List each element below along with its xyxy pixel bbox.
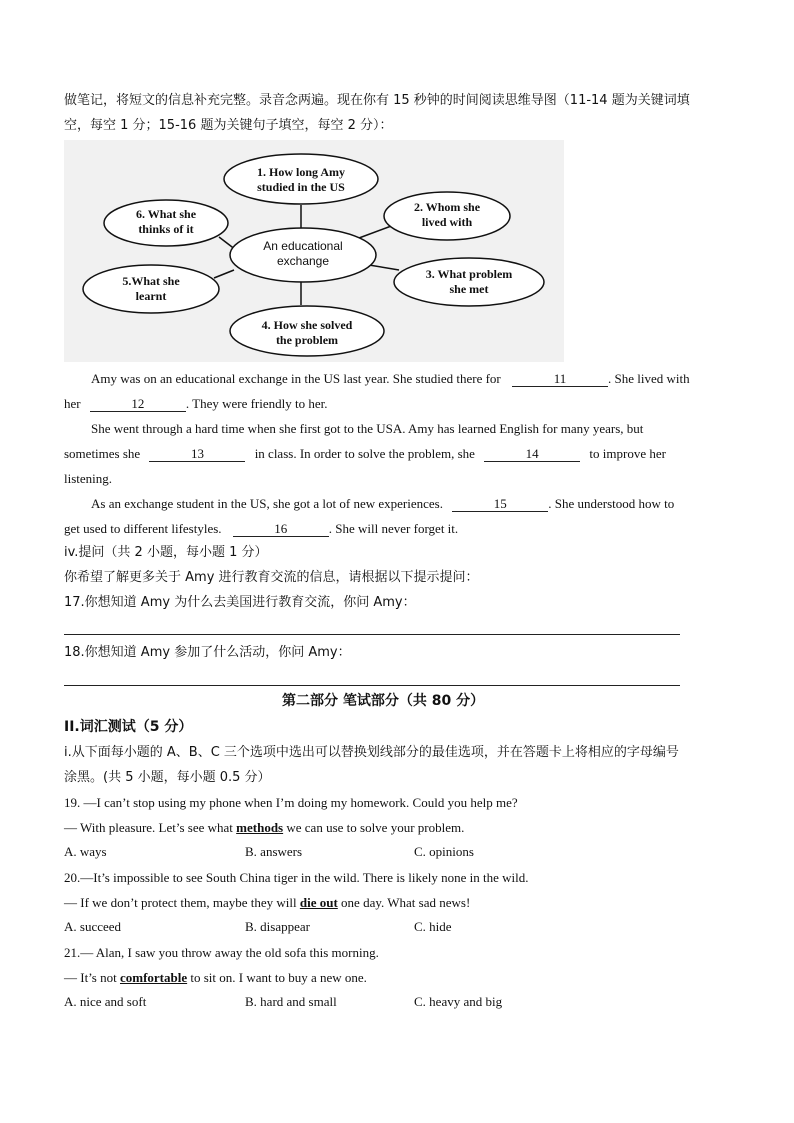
q19-text: — With pleasure. Let’s see what xyxy=(64,820,237,835)
passage-text: Amy was on an educational exchange in the US last year. She studied there for xyxy=(91,371,501,386)
node-6-label-2: thinks of it xyxy=(138,222,194,236)
section-ii-instruction-2: 涂黑。(共 5 小题，每小题 0.5 分） xyxy=(64,770,271,785)
q21-option-c[interactable]: C. heavy and big xyxy=(414,994,503,1009)
passage-text: . She will never forget it. xyxy=(328,521,459,536)
passage-text: in class. In order to solve the problem, she xyxy=(254,446,475,461)
q19-option-c[interactable]: C. opinions xyxy=(414,844,474,859)
passage-text: . They were friendly to her. xyxy=(185,396,328,411)
q20-line-1: 20.—It’s impossible to see South China tiger in the wild. There is likely none in the wild. xyxy=(64,870,529,885)
q21-line-2 xyxy=(64,969,367,987)
passage-text: . She lived with xyxy=(608,371,690,386)
q19-keyword: methods xyxy=(236,820,284,835)
answer-line-17[interactable] xyxy=(64,634,680,635)
q19-option-b[interactable]: B. answers xyxy=(245,844,303,859)
passage-text: sometimes she xyxy=(64,446,141,461)
q20-keyword: die out xyxy=(299,895,338,910)
blank-15[interactable]: 15 xyxy=(452,496,548,512)
intro-line-1: 做笔记，将短文的信息补充完整。录音念两遍。现在你有 15 秒钟的时间阅读思维导图（11-14 题为关键词填 xyxy=(64,93,690,108)
q20-option-c[interactable]: C. hide xyxy=(414,919,452,934)
passage-line-5: listening. xyxy=(64,471,113,486)
node-3-label-1: 3. What problem xyxy=(425,267,513,281)
q21-text: — It’s not xyxy=(64,970,120,985)
node-1-label-2: studied in the US xyxy=(257,180,345,194)
section-iv-instruction: 你希望了解更多关于 Amy 进行教育交流的信息，请根据以下提示提问： xyxy=(64,570,479,585)
passage-line-1 xyxy=(91,370,690,388)
q20-option-a[interactable]: A. succeed xyxy=(64,919,122,934)
q20-text: — If we don’t protect them, maybe they will xyxy=(64,895,300,910)
answer-line-18[interactable] xyxy=(64,685,680,686)
section-ii-instruction-1: i.从下面每小题的 A、B、C 三个选项中选出可以替换划线部分的最佳选项，并在答题卡上将相应的字母编号 xyxy=(64,745,679,760)
passage-text: . She understood how to xyxy=(548,496,675,511)
center-label-1: An educational xyxy=(263,239,343,253)
q20-line-2 xyxy=(64,894,470,912)
node-5-label-2: learnt xyxy=(135,289,167,303)
passage-text: As an exchange student in the US, she got a lot of new experiences. xyxy=(91,496,443,511)
q21-text: to sit on. I want to buy a new one. xyxy=(187,970,367,985)
blank-12[interactable]: 12 xyxy=(90,396,186,412)
section-ii-title: II.词汇测试（5 分） xyxy=(64,719,193,735)
q20-option-b[interactable]: B. disappear xyxy=(245,919,310,934)
question-18: 18.你想知道 Amy 参加了什么活动，你问 Amy： xyxy=(64,645,351,660)
q21-keyword: comfortable xyxy=(119,970,188,985)
node-2-label-1: 2. Whom she xyxy=(413,200,481,214)
blank-11[interactable]: 11 xyxy=(512,371,608,387)
blank-14[interactable]: 14 xyxy=(484,446,580,462)
q21-line-1: 21.— Alan, I saw you throw away the old sofa this morning. xyxy=(64,945,379,960)
passage-text: to improve her xyxy=(589,446,666,461)
q19-line-2 xyxy=(64,819,464,837)
question-17: 17.你想知道 Amy 为什么去美国进行教育交流，你问 Amy： xyxy=(64,595,416,610)
passage-line-7 xyxy=(64,520,458,538)
section-iv-title: iv.提问（共 2 小题，每小题 1 分） xyxy=(64,545,268,560)
node-3-label-2: she met xyxy=(449,282,489,296)
q19-line-1: 19. —I can’t stop using my phone when I’m doing my homework. Could you help me? xyxy=(64,795,518,810)
passage-text: get used to different lifestyles. xyxy=(64,521,222,536)
node-2-label-2: lived with xyxy=(421,215,473,229)
passage-line-4 xyxy=(64,445,666,463)
node-1-ellipse xyxy=(224,154,378,204)
q21-option-b[interactable]: B. hard and small xyxy=(245,994,337,1009)
node-1-label-1: 1. How long Amy xyxy=(256,165,346,179)
mind-map-diagram xyxy=(64,140,564,362)
node-4-label-2: the problem xyxy=(275,333,339,347)
q21-option-a[interactable]: A. nice and soft xyxy=(64,994,147,1009)
center-label-2: exchange xyxy=(276,254,330,268)
passage-line-2 xyxy=(64,395,328,413)
node-4-label-1: 4. How she solved xyxy=(261,318,353,332)
node-5-label-1: 5.What she xyxy=(122,274,180,288)
intro-line-2: 空，每空 1 分；15-16 题为关键句子填空，每空 2 分）： xyxy=(64,118,393,133)
q19-option-a[interactable]: A. ways xyxy=(64,844,107,859)
q19-text: we can use to solve your problem. xyxy=(283,820,465,835)
mind-map-svg xyxy=(64,140,564,362)
connector-5 xyxy=(214,270,234,278)
blank-16[interactable]: 16 xyxy=(233,521,329,537)
part2-heading: 第二部分 笔试部分（共 80 分） xyxy=(282,693,485,709)
blank-13[interactable]: 13 xyxy=(149,446,245,462)
passage-line-3: She went through a hard time when she first got to the USA. Amy has learned English for many years, but xyxy=(91,421,644,436)
connector-2 xyxy=(359,225,394,238)
node-6-label-1: 6. What she xyxy=(135,207,197,221)
passage-line-6 xyxy=(91,495,674,513)
connector-3 xyxy=(369,265,399,270)
q20-text: one day. What sad news! xyxy=(337,895,471,910)
passage-text: her xyxy=(64,396,81,411)
